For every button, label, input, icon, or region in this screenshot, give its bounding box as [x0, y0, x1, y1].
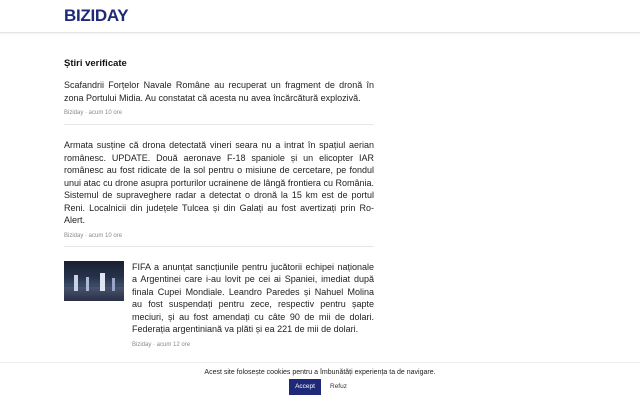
news-item-text[interactable]: FIFA a anunțat sancțiunile pentru jucătorii echipei naționale a Argentinei care i-au lovit pe cei ai Spaniei, imediat după finala Cupei Mondiale. Leandro Paredes și Nahuel Molina au fost suspendați pentru zece, respectiv pentru șapte meciuri, și au fost amendați cu câte 90 de mii de dolari. Federația argentiniană va plăti și ea 221 de mii de dolari. — [132, 261, 374, 334]
news-item-text[interactable]: Armata susține că drona detectată vineri seara nu a intrat în spațiul aerian românesc. UPDATE. Două aeronave F-18 spaniole și un elicopter IAR românesc au fost ridicate de la sol pentru o misiune de cercetare, pe fondul unui atac cu drone asupra porturilor ucrainene de lângă frontiera cu România. Sistemul de supraveghere radar a detectat o dronă la 15 km est de portul Reni. Localnicii din județele Tulcea și din Galați au fost avertizați prin Ro-Alert. — [64, 140, 374, 225]
news-item-meta: Biziday · acum 10 ore — [64, 110, 123, 116]
cookie-refuse-button[interactable]: Refuz — [326, 379, 351, 395]
news-item-meta: Biziday · acum 10 ore — [64, 232, 123, 239]
news-item-body — [132, 261, 374, 348]
site-header — [0, 0, 640, 33]
thumbnail-figure — [86, 277, 89, 291]
news-item[interactable] — [64, 261, 374, 356]
news-item[interactable] — [64, 139, 374, 247]
news-item-thumbnail[interactable] — [64, 261, 124, 301]
news-feed — [64, 58, 374, 370]
news-item-text[interactable]: Scafandrii Forțelor Navale Române au recuperat un fragment de dronă în zona Portului Midia. Au constatat că acesta nu avea încărcătură explozivă. — [64, 80, 374, 103]
thumbnail-figure — [112, 278, 115, 291]
cookie-consent-text: Acest site folosește cookies pentru a îmbunătăți experiența ta de navigare. — [204, 369, 436, 376]
thumbnail-figure — [100, 273, 105, 291]
news-item-meta: Biziday · acum 12 ore — [132, 341, 191, 348]
site-logo[interactable]: BIZIDAY — [64, 6, 129, 25]
news-item[interactable] — [64, 79, 374, 125]
cookie-consent-bar — [0, 362, 640, 401]
section-title: Știri verificate — [64, 58, 127, 69]
cookie-accept-button[interactable]: Accept — [289, 379, 321, 395]
thumbnail-figure — [74, 275, 78, 291]
thumbnail-floor — [64, 287, 124, 301]
